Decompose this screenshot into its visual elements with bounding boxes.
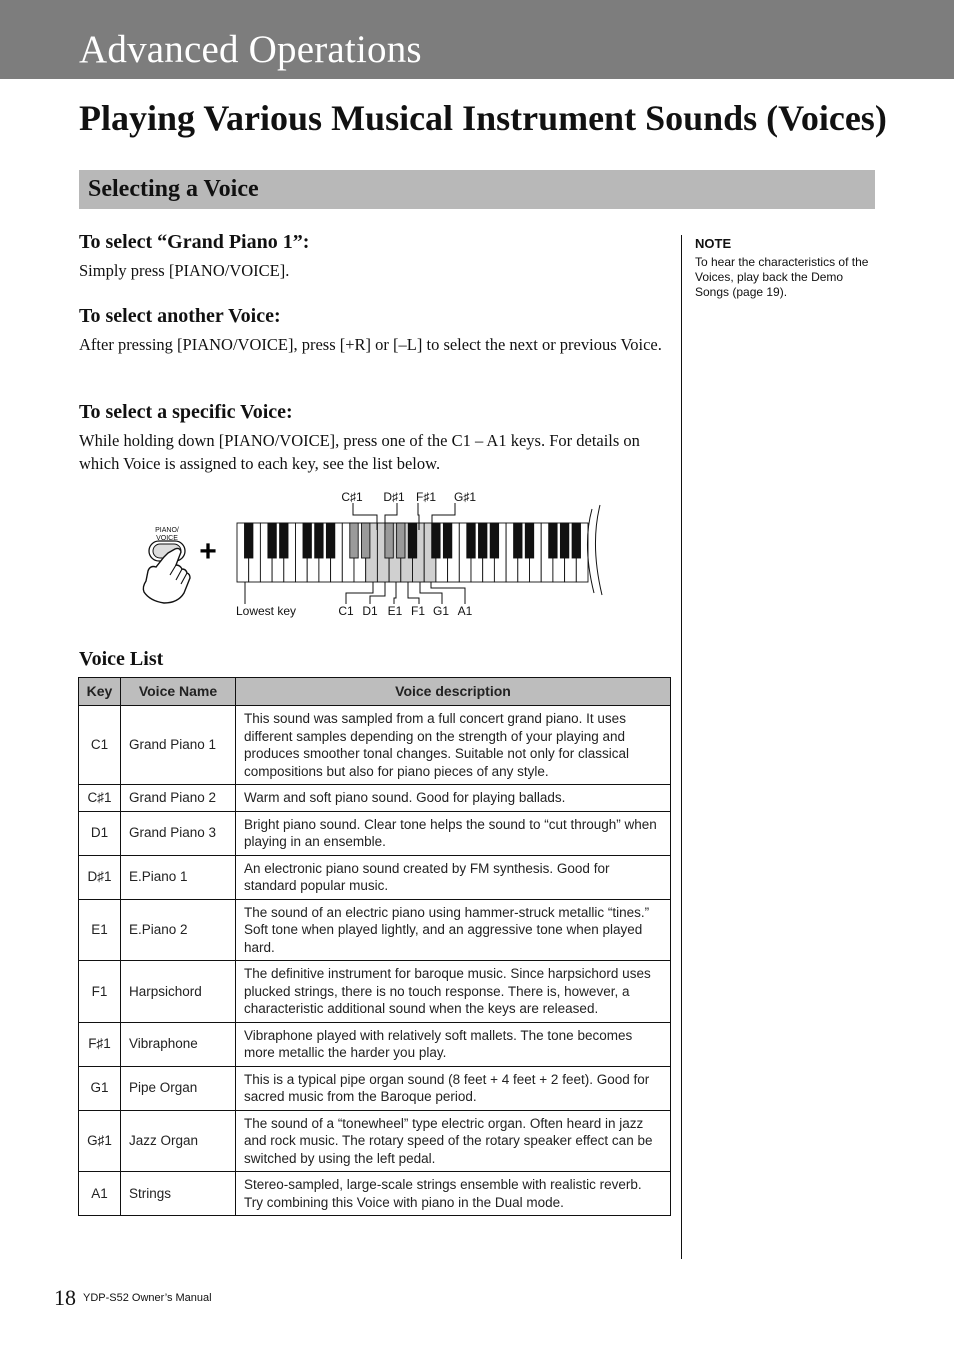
plus-sign: + (199, 535, 217, 568)
label-f-sharp-1: F♯1 (415, 490, 437, 504)
description-cell: The sound of an electric piano using hammer-struck metallic “tines.” Soft tone when played lightly, and an aggressive tone when played hard. (236, 899, 671, 961)
black-key (245, 523, 253, 558)
black-key (514, 523, 522, 558)
key-cell: F1 (79, 961, 121, 1023)
description-cell: Stereo-sampled, large-scale strings ensemble with realistic reverb. Try combining this Voice with piano in the Dual mode. (236, 1172, 671, 1216)
table-row (79, 811, 671, 855)
black-key (350, 523, 358, 558)
description-cell: Vibraphone played with relatively soft mallets. The tone becomes more metallic the harder you play. (236, 1022, 671, 1066)
subheading-grand-piano: To select “Grand Piano 1”: (79, 231, 310, 253)
key-cell: C1 (79, 706, 121, 785)
label-c1: C1 (338, 604, 354, 618)
key-cell: F♯1 (79, 1022, 121, 1066)
page-title: Playing Various Musical Instrument Sounds (Voices) (79, 98, 887, 138)
label-f1: F1 (410, 604, 426, 618)
key-cell: A1 (79, 1172, 121, 1216)
voice-name-cell: E.Piano 1 (121, 855, 236, 899)
subheading-specific-voice: To select a specific Voice: (79, 401, 293, 423)
label-e1: E1 (387, 604, 403, 618)
black-key (362, 523, 370, 558)
table-row (79, 855, 671, 899)
table-row (79, 1066, 671, 1110)
black-key (443, 523, 451, 558)
voice-name-cell: Grand Piano 2 (121, 785, 236, 812)
column-divider (681, 235, 682, 1259)
table-row (79, 1022, 671, 1066)
black-key (303, 523, 311, 558)
label-a1: A1 (457, 604, 473, 618)
black-key (560, 523, 568, 558)
instruction-specific-voice: While holding down [PIANO/VOICE], press one of the C1 – A1 keys. For details on which Voice is assigned to each key, see the list below. (79, 431, 640, 473)
column-header-description: Voice description (236, 678, 671, 706)
key-cell: E1 (79, 899, 121, 961)
column-header-key: Key (79, 678, 121, 706)
black-key (549, 523, 557, 558)
key-cell: C♯1 (79, 785, 121, 812)
button-label-piano: PIANO/ (155, 527, 179, 534)
key-cell: G♯1 (79, 1110, 121, 1172)
voice-name-cell: Grand Piano 3 (121, 811, 236, 855)
voice-list-table (78, 677, 671, 1216)
label-lowest-key: Lowest key (235, 604, 297, 618)
button-label-voice: VOICE (156, 535, 178, 542)
table-header-row (79, 678, 671, 706)
description-cell: An electronic piano sound created by FM synthesis. Good for standard popular music. (236, 855, 671, 899)
description-cell: Bright piano sound. Clear tone helps the sound to “cut through” when playing in an ensemble. (236, 811, 671, 855)
black-key (397, 523, 405, 558)
black-key (525, 523, 533, 558)
voice-name-cell: Harpsichord (121, 961, 236, 1023)
table-row (79, 706, 671, 785)
column-header-voice-name: Voice Name (121, 678, 236, 706)
manual-name: YDP-S52 Owner’s Manual (83, 1292, 212, 1304)
table-row (79, 961, 671, 1023)
label-g-sharp-1: G♯1 (453, 490, 477, 504)
voice-name-cell: Jazz Organ (121, 1110, 236, 1172)
key-cell: D♯1 (79, 855, 121, 899)
chapter-header-bar (0, 0, 954, 79)
section-header-bar (79, 170, 875, 209)
instruction-grand-piano: Simply press [PIANO/VOICE]. (79, 261, 290, 280)
voice-name-cell: E.Piano 2 (121, 899, 236, 961)
black-key (326, 523, 334, 558)
key-cell: G1 (79, 1066, 121, 1110)
table-row (79, 1172, 671, 1216)
subheading-another-voice: To select another Voice: (79, 305, 281, 327)
description-cell: The sound of a “tonewheel” type electric organ. Often heard in jazz and rock music. The rotary speed of the rotary speaker effect can be switched by using the left pedal. (236, 1110, 671, 1172)
black-key (385, 523, 393, 558)
black-key (479, 523, 487, 558)
label-g1: G1 (432, 604, 450, 618)
section-title: Selecting a Voice (88, 176, 259, 202)
black-key (467, 523, 475, 558)
black-key (408, 523, 416, 558)
finger-press-icon (143, 541, 190, 603)
description-cell: The definitive instrument for baroque music. Since harpsichord uses plucked strings, there is no touch response. There is, however, a characteristic additional sound when the keys are released. (236, 961, 671, 1023)
table-row (79, 1110, 671, 1172)
table-row (79, 899, 671, 961)
voice-name-cell: Vibraphone (121, 1022, 236, 1066)
black-key (268, 523, 276, 558)
label-d1: D1 (362, 604, 378, 618)
label-d-sharp-1: D♯1 (383, 490, 405, 504)
table-row (79, 785, 671, 812)
black-key (280, 523, 288, 558)
black-key (315, 523, 323, 558)
description-cell: This sound was sampled from a full concert grand piano. It uses different samples depending on the strength of your playing and produces smoother tonal changes. Suitable not only for classical compositions but also for piano pieces of any style. (236, 706, 671, 785)
voice-name-cell: Grand Piano 1 (121, 706, 236, 785)
voice-name-cell: Strings (121, 1172, 236, 1216)
keyboard-cut-edge (587, 505, 602, 595)
voice-list-title: Voice List (79, 648, 164, 670)
chapter-title: Advanced Operations (79, 28, 422, 71)
black-key (572, 523, 580, 558)
description-cell: This is a typical pipe organ sound (8 feet + 4 feet + 2 feet). Good for sacred music from the Baroque period. (236, 1066, 671, 1110)
black-key (490, 523, 498, 558)
note-label: NOTE (695, 236, 732, 251)
note-text: To hear the characteristics of the Voices, play back the Demo Songs (page 19). (695, 255, 869, 299)
page-number: 18 (54, 1285, 76, 1310)
key-cell: D1 (79, 811, 121, 855)
voice-selection-diagram (120, 485, 640, 625)
description-cell: Warm and soft piano sound. Good for playing ballads. (236, 785, 671, 812)
label-c-sharp-1: C♯1 (341, 490, 363, 504)
voice-name-cell: Pipe Organ (121, 1066, 236, 1110)
instruction-another-voice: After pressing [PIANO/VOICE], press [+R] or [–L] to select the next or previous Voice. (79, 335, 662, 354)
black-key (432, 523, 440, 558)
